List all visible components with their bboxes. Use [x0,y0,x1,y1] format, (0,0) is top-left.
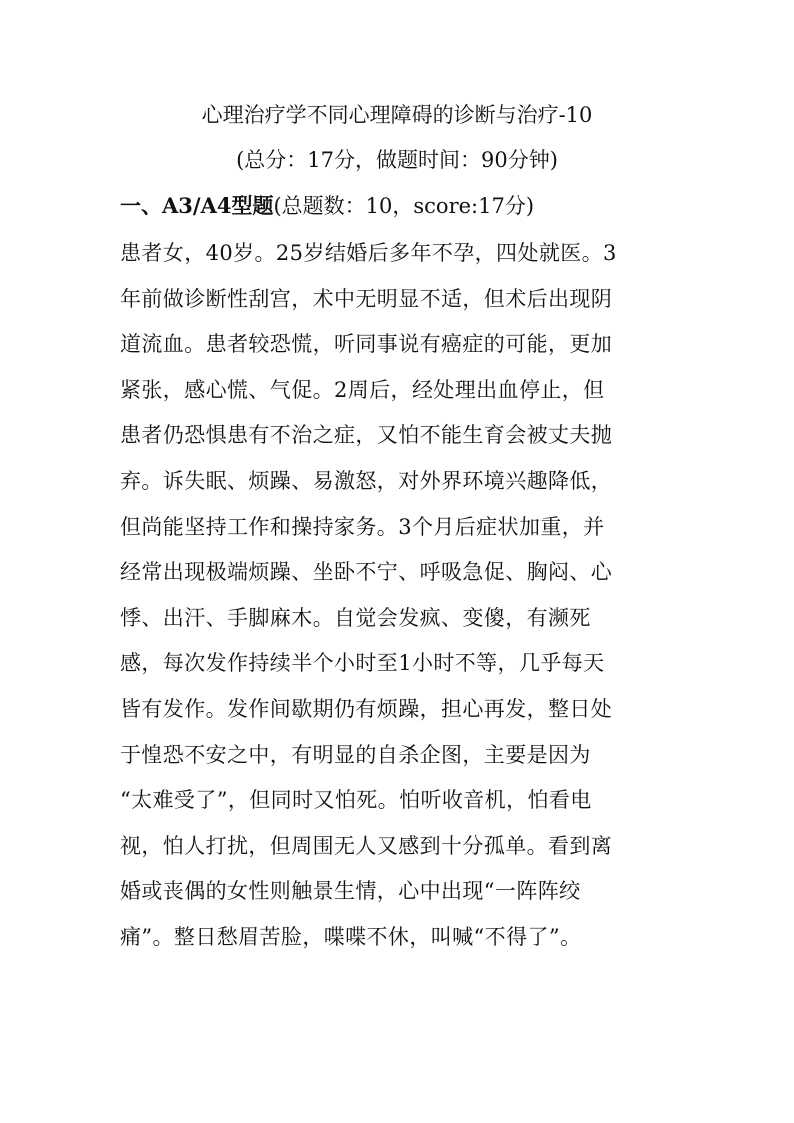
passage-line: 道流血。患者较恐慌，听同事说有癌症的可能，更加 [120,332,613,357]
passage-line: 经常出现极端烦躁、坐卧不宁、呼吸急促、胸闷、心 [120,560,613,585]
question-passage [120,236,676,966]
section-heading: 一、A3/A4型题 [120,193,274,218]
passage-line: 患者仍恐惧患有不治之症，又怕不能生育会被丈夫抛 [120,423,613,448]
passage-line: 悸、出汗、手脚麻木。自觉会发疯、变傻，有濒死 [120,605,591,630]
passage-line: 但尚能坚持工作和操持家务。3个月后症状加重，并 [120,514,605,539]
passage-line: 于惶恐不安之中，有明显的自杀企图，主要是因为 [120,742,591,767]
passage-line: 视，怕人打扰，但周围无人又感到十分孤单。看到离 [120,833,613,858]
section-info: (总题数：10，score:17分) [273,194,535,218]
passage-line: 紧张，感心慌、气促。2周后，经处理出血停止，但 [120,377,605,402]
section-header [120,191,534,221]
passage-line: 婚或丧偶的女性则触景生情，心中出现“一阵阵绞 [120,879,581,904]
document-subtitle: (总分：17分，做题时间：90分钟) [236,148,558,172]
passage-line: 年前做诊断性刮宫，术中无明显不适，但术后出现阴 [120,286,613,311]
document-title: 心理治疗学不同心理障碍的诊断与治疗-10 [201,103,593,127]
passage-line: “太难受了”，但同时又怕死。怕听收音机，怕看电 [120,788,592,813]
passage-line: 患者女，40岁。25岁结婚后多年不孕，四处就医。3 [120,241,617,265]
passage-line: 皆有发作。发作间歇期仍有烦躁，担心再发，整日处 [120,696,613,721]
passage-line: 痛”。整日愁眉苦脸，喋喋不休，叫喊“不得了”。 [120,924,582,949]
passage-line: 感，每次发作持续半个小时至1小时不等，几乎每天 [120,651,605,676]
passage-line: 弃。诉失眠、烦躁、易激怒，对外界环境兴趣降低， [120,468,613,493]
